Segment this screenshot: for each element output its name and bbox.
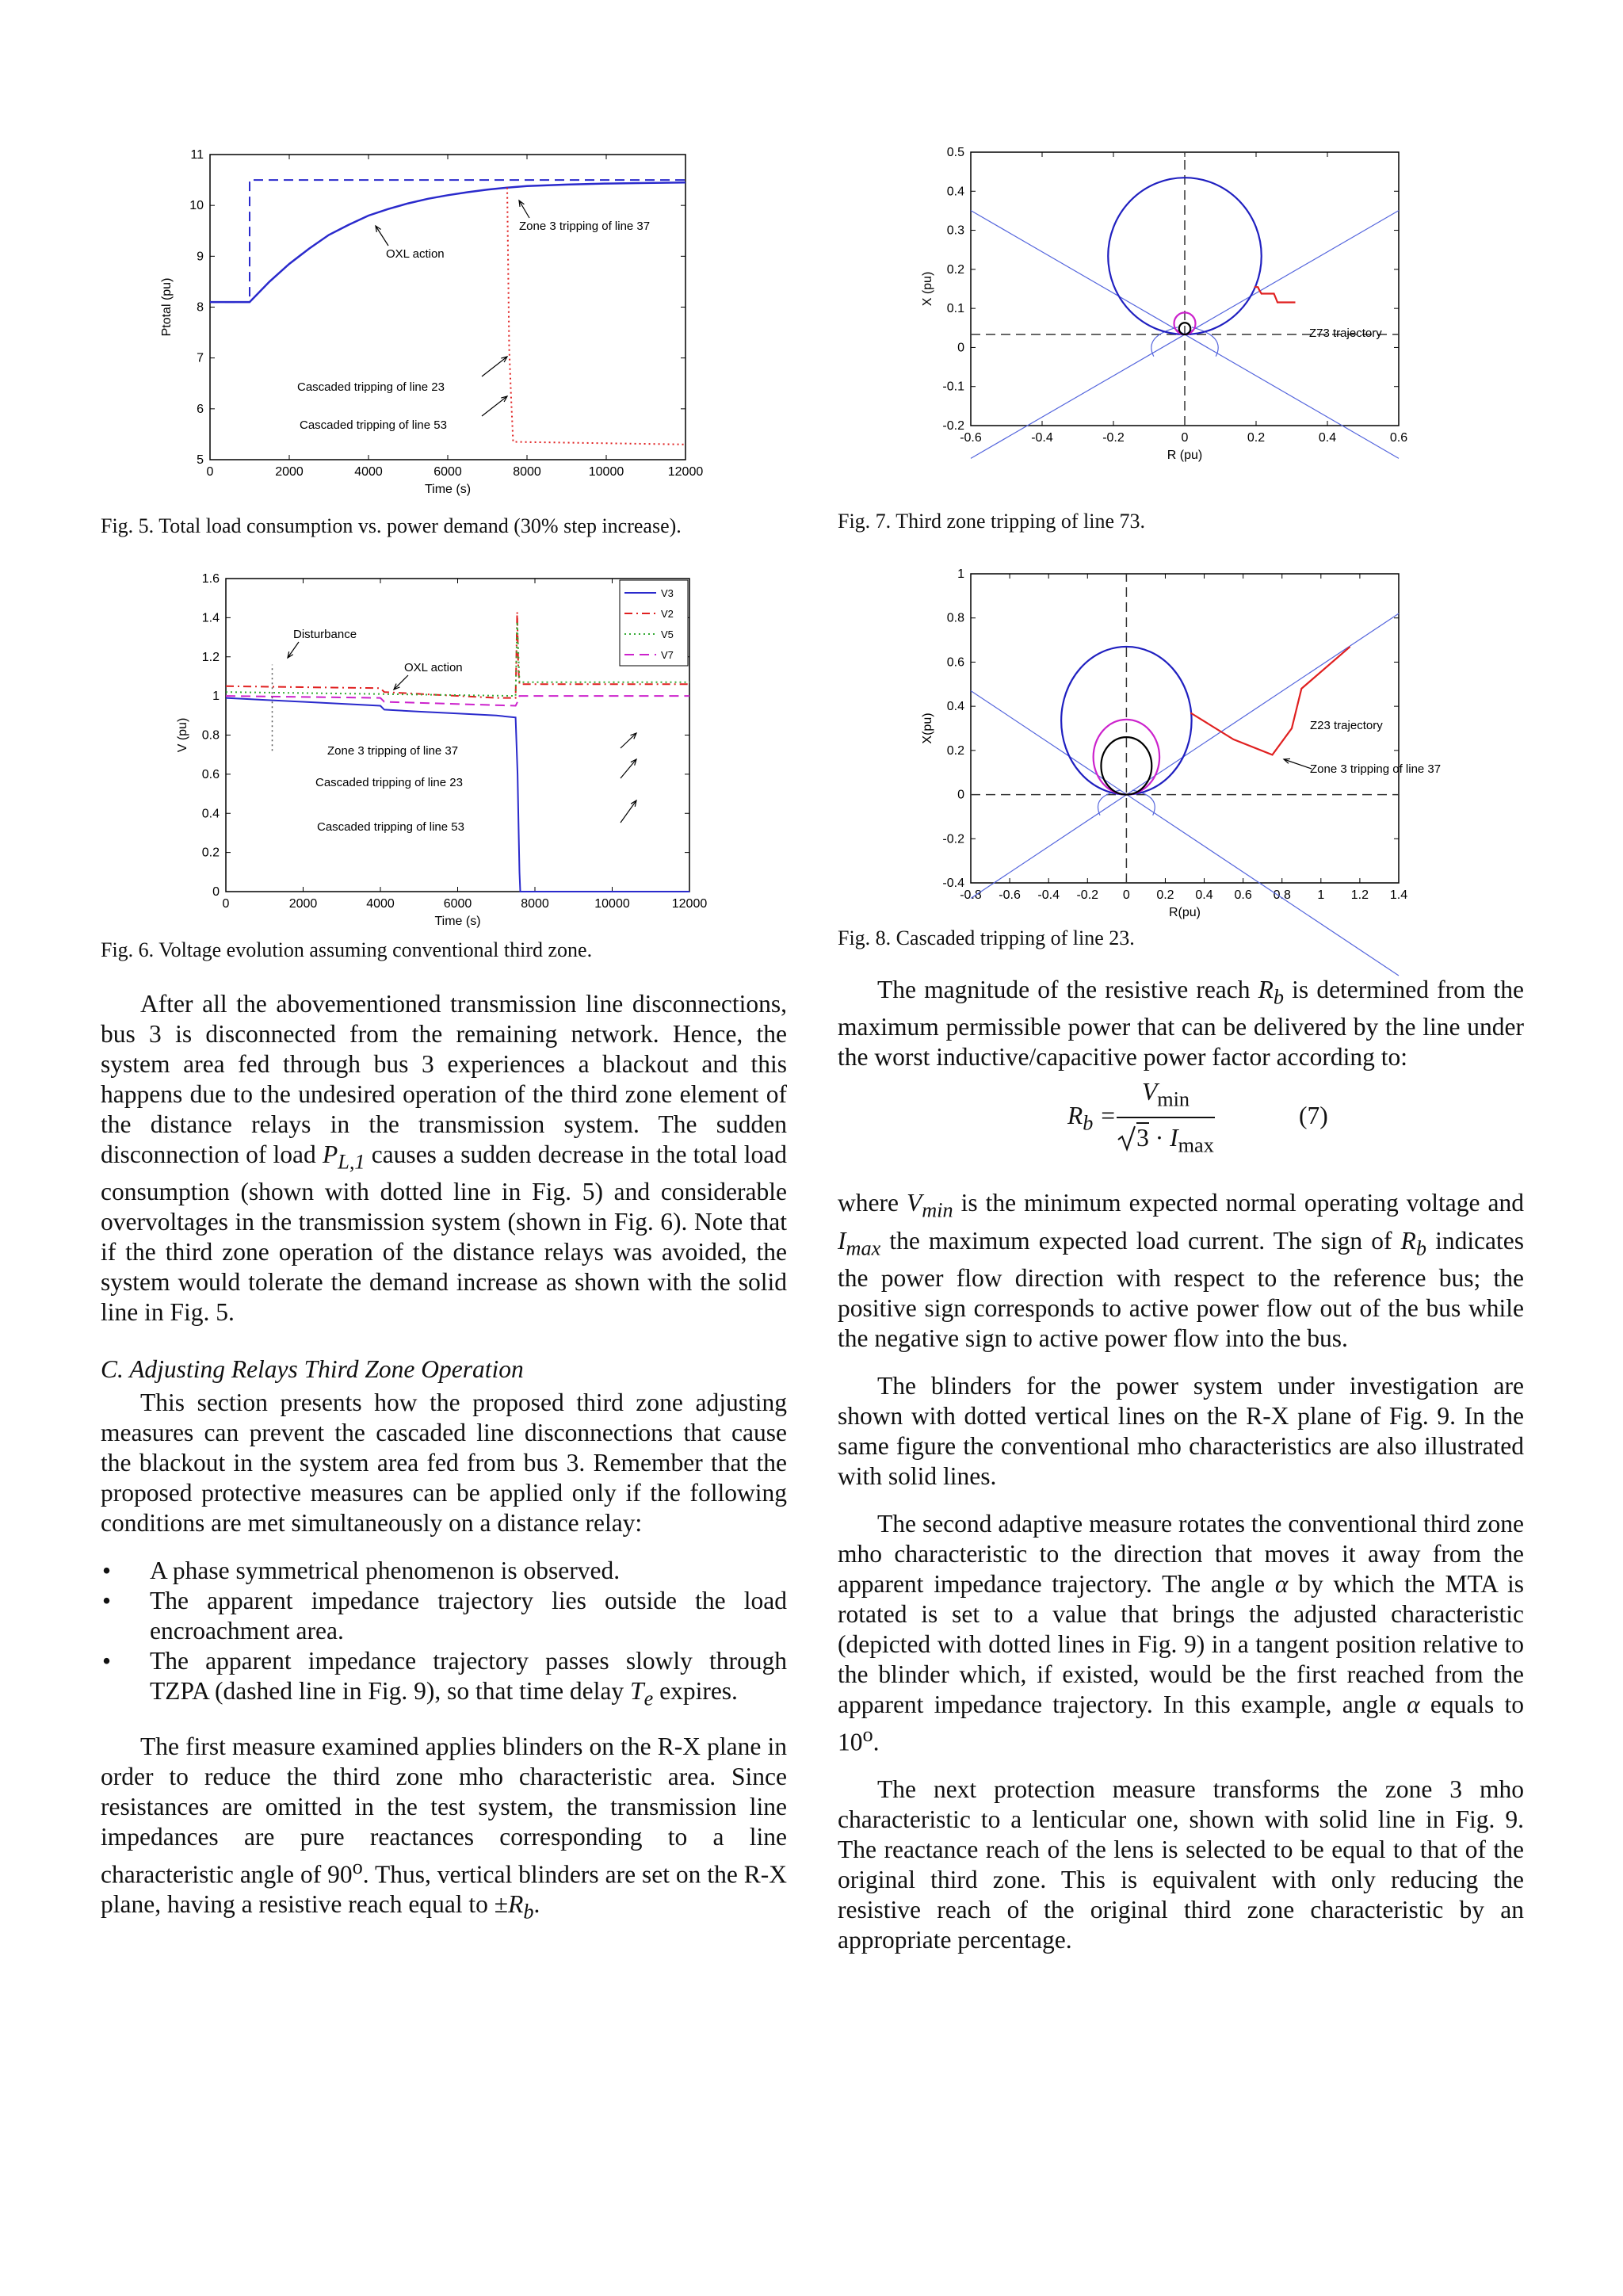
fig7-caption: Fig. 7. Third zone tripping of line 73. [838, 510, 1146, 533]
x-tick-label: 8000 [513, 465, 541, 479]
y-tick-label: 0.1 [946, 302, 964, 316]
fig5-annotation-zone3: Zone 3 tripping of line 37 [519, 220, 651, 233]
left-column [101, 989, 787, 1944]
x-tick-label: 0.4 [1318, 431, 1337, 445]
fig5-annotation-line53: Cascaded tripping of line 53 [300, 418, 447, 432]
x-tick-label: 1.2 [1350, 888, 1369, 902]
x-tick-label: 0.2 [1247, 431, 1266, 445]
fig5-chart [158, 147, 713, 499]
right-paragraph-3: The blinders for the power system under investigation are shown with dotted vertical lines on the R-X plane of Fig. 9. In the same figure the conventional mho characteristics are also illustrated with solid lines. [838, 1371, 1524, 1490]
fig7-chart [919, 143, 1426, 495]
x-tick-label: 12000 [667, 465, 704, 479]
y-tick-label: 0.8 [201, 728, 220, 743]
y-tick-label: 1 [212, 690, 220, 704]
x-tick-label: 4000 [366, 897, 395, 911]
x-tick-label: 10000 [588, 465, 624, 479]
list-item: • A phase symmetrical phenomenon is observed. [101, 1556, 787, 1586]
y-tick-label: 0.4 [946, 700, 964, 714]
fig6-annotation-line53: Cascaded tripping of line 53 [317, 820, 464, 834]
equation-lhs: $R_b$ = [1067, 1102, 1117, 1135]
y-tick-label: 11 [190, 148, 204, 162]
x-tick-label: 0.8 [1273, 888, 1291, 902]
y-axis-label: X (pu) [921, 271, 934, 307]
y-tick-label: 0.2 [201, 846, 220, 860]
x-tick-label: 1.4 [1389, 888, 1408, 902]
list-item: • The apparent impedance trajectory lies outside the load encroachment area. [101, 1586, 787, 1646]
fig6-annotation-line23: Cascaded tripping of line 23 [315, 776, 463, 789]
y-tick-label: 10 [189, 199, 204, 213]
x-tick-label: 0.6 [1234, 888, 1252, 902]
x-tick-label: -0.6 [960, 431, 982, 445]
x-tick-label: -0.4 [1037, 888, 1060, 902]
fig8-chart [919, 564, 1442, 921]
x-tick-label: 0 [206, 465, 214, 479]
y-tick-label: 0.2 [946, 262, 964, 277]
y-tick-label: 0 [957, 788, 964, 802]
y-tick-label: 1.4 [201, 611, 220, 625]
x-tick-label: 0.6 [1389, 431, 1408, 445]
left-paragraph-3: The first measure examined applies blinders on the R-X plane in order to reduce the third zone mho characteristic area. Since resistances are omitted in the test system, the transmission line impedances are pure reactances corresponding to a line characteristic angle of 90$^o$. Thus, vertical blinders are set on the R-X plane, having a resistive reach equal to $\pm R_b$. [101, 1732, 787, 1924]
y-tick-label: 7 [197, 351, 204, 365]
fig6-annotation-zone3: Zone 3 tripping of line 37 [327, 744, 459, 758]
left-paragraph-1: After all the abovementioned transmission line disconnections, bus 3 is disconnected from the remaining network. Hence, the system area fed through bus 3 experiences a blackout and this happens due to the undesired operation of the third zone element of the distance relays in the transmission system. The sudden disconnection of load $P_{L,1}$ causes a sudden decrease in the total load consumption (shown with dotted line in Fig. 5) and considerable overvoltages in the transmission system (shown in Fig. 6). Note that if the third zone operation of the distance relays was avoided, the system would tolerate the demand increase as shown with the solid line in Fig. 5. [101, 990, 788, 1327]
y-tick-label: 0.4 [946, 185, 964, 199]
fig6-caption: Fig. 6. Voltage evolution assuming conventional third zone. [101, 938, 593, 961]
fig8-caption: Fig. 8. Cascaded tripping of line 23. [838, 926, 1135, 949]
x-tick-label: 6000 [433, 465, 462, 479]
y-tick-label: 0.6 [201, 767, 220, 781]
x-tick-label: 2000 [275, 465, 304, 479]
y-tick-label: 1.2 [201, 650, 220, 664]
equation-7 [838, 1077, 1524, 1171]
y-axis-label: Ptotal (pu) [160, 277, 174, 337]
equation-number: (7) [1299, 1102, 1328, 1130]
x-tick-label: 8000 [521, 897, 549, 911]
sqrt-symbol [1117, 1125, 1136, 1151]
y-tick-label: 6 [197, 402, 204, 416]
x-tick-label: 4000 [354, 465, 383, 479]
fig8-annotation-zone3: Zone 3 tripping of line 37 [1310, 762, 1442, 776]
x-tick-label: 1 [1317, 888, 1325, 902]
x-tick-label: -0.2 [1102, 431, 1125, 445]
list-item: • The apparent impedance trajectory passes slowly through TZPA (dashed line in Fig. 9), so that time delay $T_e$ expires. [101, 1646, 787, 1713]
right-paragraph-4: The second adaptive measure rotates the conventional third zone mho characteristic to the direction that moves it away from the apparent impedance trajectory. The angle α by which the MTA is rotated is set to a value that brings the adjusted characteristic (depicted with dotted lines in Fig. 9) in a tangent position relative to the blinder which, if existed, would be the first reached from the apparent impedance trajectory. In this example, angle α equals to 10$^o$. [838, 1509, 1525, 1756]
x-tick-label: 0.4 [1195, 888, 1213, 902]
y-tick-label: -0.2 [942, 832, 964, 846]
y-tick-label: 0.8 [946, 611, 964, 625]
figure-7 [919, 143, 1426, 495]
left-paragraph-2: This section presents how the proposed third zone adjusting measures can prevent the cascaded line disconnections that cause the blackout in the system area fed from bus 3. Remember that the proposed protective measures can be applied only if the following conditions are met simultaneously on a distance relay: [101, 1389, 787, 1538]
x-tick-label: -0.8 [960, 888, 982, 902]
x-axis-label: Time (s) [424, 483, 472, 496]
fig5-annotation-line23: Cascaded tripping of line 23 [297, 380, 445, 394]
legend-label: V7 [661, 649, 674, 661]
x-tick-label: 0.2 [1156, 888, 1174, 902]
x-axis-label: Time (s) [434, 915, 481, 928]
y-tick-label: 0.5 [946, 146, 964, 159]
y-tick-label: 0.2 [946, 743, 964, 758]
y-tick-label: 1 [957, 567, 964, 581]
x-tick-label: 10000 [594, 897, 630, 911]
figure-6 [170, 571, 717, 931]
right-paragraph-5: The next protection measure transforms the zone 3 mho characteristic to a lenticular one, shown with solid line in Fig. 9. The reactance reach of the lens is selected to be equal to that of the original third zone. This is equivalent with only reducing the resistive reach of the original third zone characteristic by an appropriate percentage. [838, 1775, 1524, 1954]
y-tick-label: 0.3 [946, 223, 964, 238]
right-paragraph-1: The magnitude of the resistive reach $R_b$ is determined from the maximum permissible power that can be delivered by the line under the worst inductive/capacitive power factor according to: [838, 976, 1524, 1072]
fig5-caption: Fig. 5. Total load consumption vs. power demand (30% step increase). [101, 514, 682, 537]
x-tick-label: 6000 [443, 897, 472, 911]
x-axis-label: R (pu) [1167, 449, 1203, 462]
x-tick-label: 0 [1122, 888, 1130, 902]
x-tick-label: 12000 [671, 897, 708, 911]
y-axis-label: V (pu) [176, 717, 189, 753]
x-tick-label: 0 [222, 897, 230, 911]
fig5-annotation-oxl: OXL action [386, 247, 445, 261]
figure-5 [158, 147, 713, 499]
y-tick-label: -0.1 [942, 380, 964, 394]
right-paragraph-2: where $V_{min}$ is the minimum expected normal operating voltage and $I_{max}$ the maximum expected load current. The sign of $R_b$ indicates the power flow direction with respect to the reference bus; the positive sign corresponds to active power flow out of the bus while the negative sign to active power flow into the bus. [838, 1189, 1525, 1352]
fig7-annotation-trajectory: Z73 trajectory [1309, 327, 1382, 340]
right-column [838, 975, 1524, 1973]
y-tick-label: 0.4 [201, 807, 220, 821]
legend-label: V5 [661, 628, 674, 640]
legend-label: V3 [661, 587, 674, 599]
legend-label: V2 [661, 608, 674, 620]
y-tick-label: 9 [197, 250, 204, 264]
fig6-annotation-oxl: OXL action [404, 661, 463, 674]
fig6-chart [170, 571, 717, 931]
figure-8 [919, 564, 1442, 921]
y-tick-label: 8 [197, 300, 204, 315]
y-tick-label: -0.2 [942, 419, 964, 433]
x-tick-label: 2000 [288, 897, 318, 911]
fig6-annotation-disturbance: Disturbance [293, 628, 357, 641]
x-tick-label: 0 [1181, 431, 1189, 445]
y-tick-label: 0.6 [946, 655, 964, 670]
plot-area [210, 155, 685, 460]
x-tick-label: -0.6 [999, 888, 1021, 902]
y-tick-label: 1.6 [201, 572, 220, 586]
x-tick-label: -0.2 [1076, 888, 1099, 902]
section-heading: C. Adjusting Relays Third Zone Operation [101, 1355, 524, 1384]
equation-fraction: $V_{min}$ $3 \cdot I_{max}$ [1117, 1077, 1215, 1160]
y-tick-label: 5 [197, 453, 204, 467]
y-tick-label: -0.4 [942, 877, 964, 890]
x-tick-label: -0.4 [1031, 431, 1053, 445]
conditions-list [101, 1556, 787, 1713]
y-axis-label: X(pu) [921, 712, 934, 744]
y-tick-label: 0 [212, 885, 220, 899]
y-tick-label: 0 [957, 341, 964, 355]
x-axis-label: R(pu) [1168, 906, 1201, 919]
fig8-annotation-trajectory: Z23 trajectory [1310, 719, 1383, 732]
